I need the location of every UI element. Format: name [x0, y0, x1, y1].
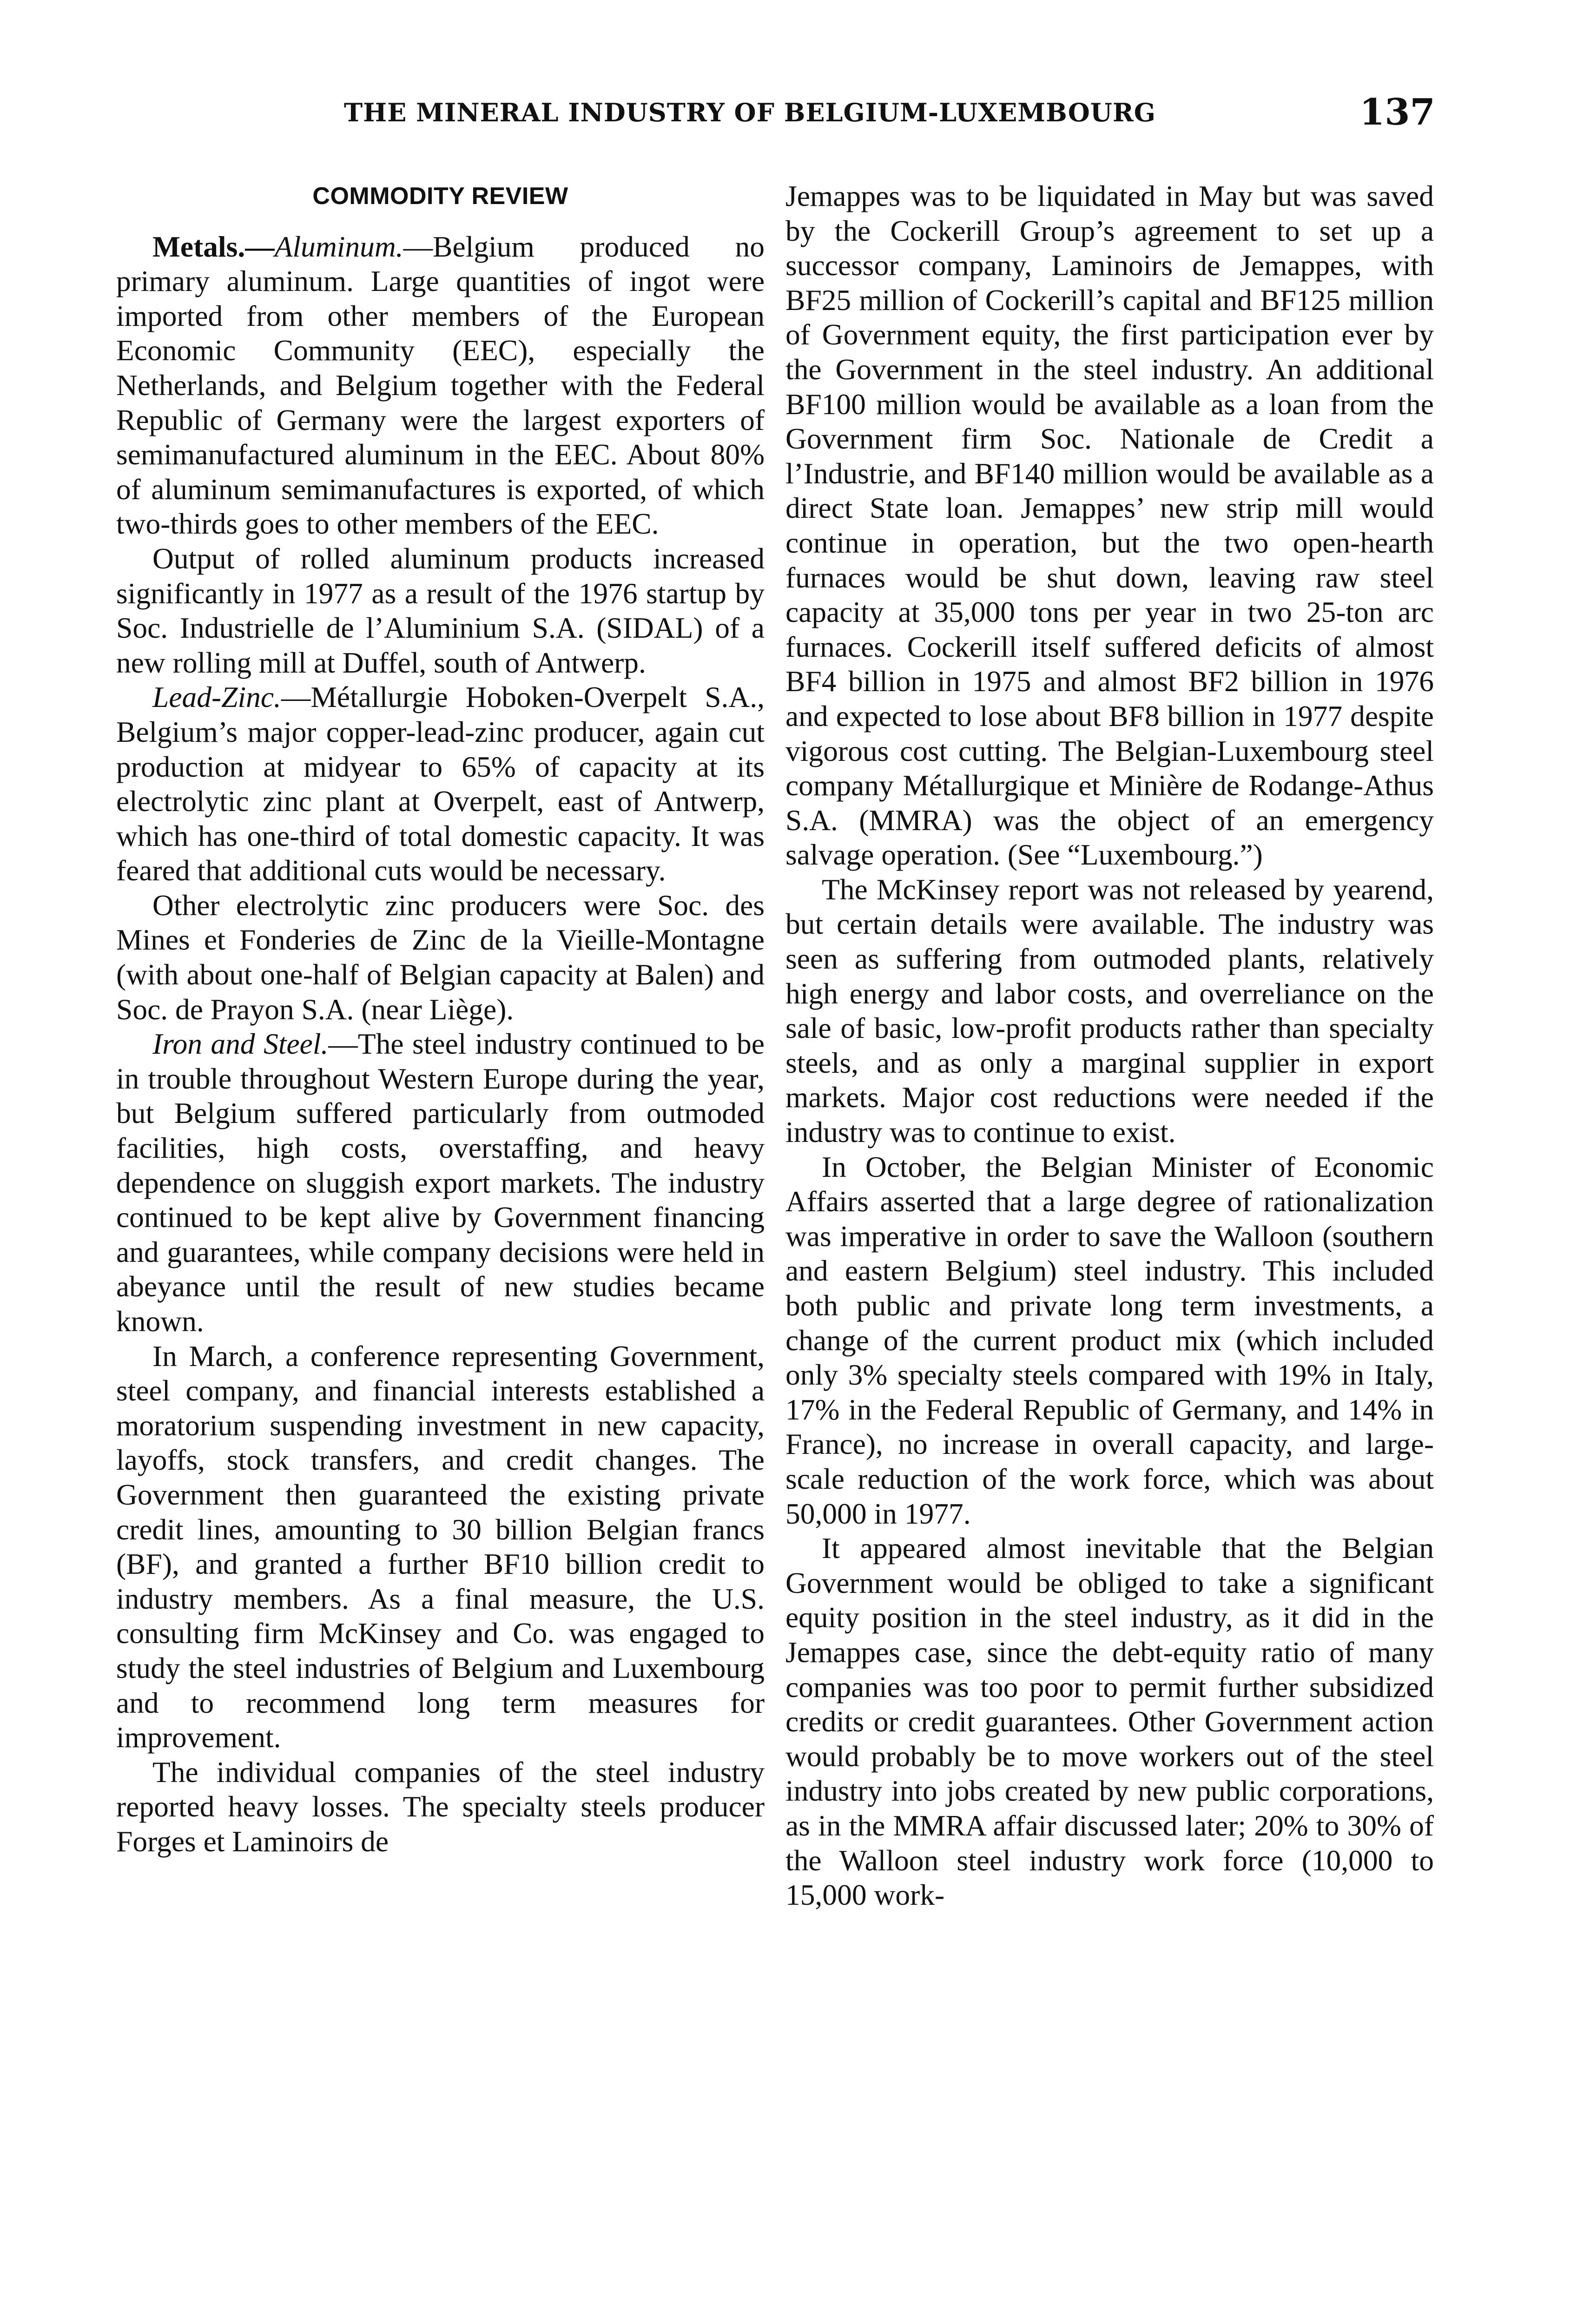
paragraph-text: —Belgium produced no primary aluminum. Large quantities of ingot were imported from other members of the European Economic Community (EEC), especially the Netherlands, and Belgium together with the Federal Republic of Germany were the largest exporters of semimanufactured aluminum in the EEC. About 80% of aluminum semimanufactures is exported, of which two-thirds goes to other members of the EEC.	[116, 230, 765, 541]
paragraph-march-conference: In March, a conference representing Government, steel company, and financial interests established a moratorium suspending investment in new capacity, layoffs, stock transfers, and credit changes. The Government then guaranteed the existing private credit lines, amounting to 30 billion Belgian francs (BF), and granted a further BF10 billion credit to industry members. As a final measure, the U.S. consulting firm McKinsey and Co. was engaged to study the steel industries of Belgium and Luxembourg and to recommend long term measures for improvement.	[116, 1339, 765, 1754]
paragraph-mckinsey-report: The McKinsey report was not released by yearend, but certain details were available. The industry was seen as suffering from outmoded plants, relatively high energy and labor costs, and overreliance on the sale of basic, low-profit products rather than specialty steels, and as only a marginal supplier in export markets. Major cost reductions were needed if the industry was to continue to exist.	[785, 872, 1434, 1149]
running-head: THE MINERAL INDUSTRY OF BELGIUM-LUXEMBOURG	[344, 98, 1156, 127]
run-in-heading-metals: Metals.—	[152, 230, 275, 263]
paragraph-metals-aluminum	[116, 230, 765, 541]
run-in-subheading-aluminum: Aluminum.	[274, 230, 403, 263]
run-in-subheading-iron-steel: Iron and Steel.	[152, 1027, 329, 1061]
paragraph-company-losses: The individual companies of the steel industry reported heavy losses. The specialty steels producer Forges et Laminoirs de	[116, 1755, 765, 1858]
paragraph-iron-steel	[116, 1027, 765, 1339]
page-number: 137	[1359, 91, 1435, 133]
section-heading: COMMODITY REVIEW	[312, 183, 568, 210]
paragraph-text: —Métallurgie Hoboken-Overpelt S.A., Belgium’s major copper-lead-zinc producer, again cut production at midyear to 65% of capacity at its electrolytic zinc plant at Overpelt, east of Antwerp, which has one-third of total domestic capacity. It was feared that additional cuts would be necessary.	[116, 680, 765, 887]
paragraph-government-equity: It appeared almost inevitable that the Belgian Government would be obliged to take a significant equity position in the steel industry, as it did in the Jemappes case, since the debt-equity ratio of many companies was too poor to permit further subsidized credits or credit guarantees. Other Government action would probably be to move workers out of the steel industry into jobs created by new public corporations, as in the MMRA affair discussed later; 20% to 30% of the Walloon steel industry work force (10,000 to 15,000 work-	[785, 1532, 1434, 1912]
paragraph-text: —The steel industry continued to be in trouble throughout Western Europe during the year, but Belgium suffered particularly from outmoded facilities, high costs, overstaffing, and heavy dependence on sluggish export markets. The industry continued to be kept alive by Government financing and guarantees, while company decisions were held in abeyance until the result of new studies became known.	[116, 1027, 765, 1338]
left-column	[116, 179, 765, 2324]
paragraph-jemappes: Jemappes was to be liquidated in May but was saved by the Cockerill Group’s agreement to set up a successor company, Laminoirs de Jemappes, with BF25 million of Cockerill’s capital and BF125 million of Government equity, the first participation ever by the Government in the steel industry. An additional BF100 million would be available as a loan from the Government firm Soc. Nationale de Credit a l’Industrie, and BF140 million would be available as a direct State loan. Jemappes’ new strip mill would continue in operation, but the two open-hearth furnaces would be shut down, leaving raw steel capacity at 35,000 tons per year in two 25-ton arc furnaces. Cockerill itself suffered deficits of almost BF4 billion in 1975 and almost BF2 billion in 1976 and expected to lose about BF8 billion in 1977 despite vigorous cost cutting. The Belgian-Luxembourg steel company Métallurgique et Minière de Rodange-Athus S.A. (MMRA) was the object of an emergency salvage operation. (See “Luxembourg.”)	[785, 179, 1434, 872]
right-column	[785, 179, 1434, 2324]
paragraph-rolled-aluminum: Output of rolled aluminum products increased significantly in 1977 as a result of the 1976 startup by Soc. Industrielle de l’Aluminium S.A. (SIDAL) of a new rolling mill at Duffel, south of Antwerp.	[116, 541, 765, 679]
paragraph-october-minister: In October, the Belgian Minister of Economic Affairs asserted that a large degree of rationalization was imperative in order to save the Walloon (southern and eastern Belgium) steel industry. This included both public and private long term investments, a change of the current product mix (which included only 3% specialty steels compared with 19% in Italy, 17% in the Federal Republic of Germany, and 14% in France), no increase in overall capacity, and large-scale reduction of the work force, which was about 50,000 in 1977.	[785, 1150, 1434, 1530]
paragraph-lead-zinc	[116, 680, 765, 888]
paragraph-zinc-producers: Other electrolytic zinc producers were Soc. des Mines et Fonderies de Zinc de la Vieille-Montagne (with about one-half of Belgian capacity at Balen) and Soc. de Prayon S.A. (near Liège).	[116, 888, 765, 1026]
run-in-subheading-lead-zinc: Lead-Zinc.	[152, 680, 281, 714]
